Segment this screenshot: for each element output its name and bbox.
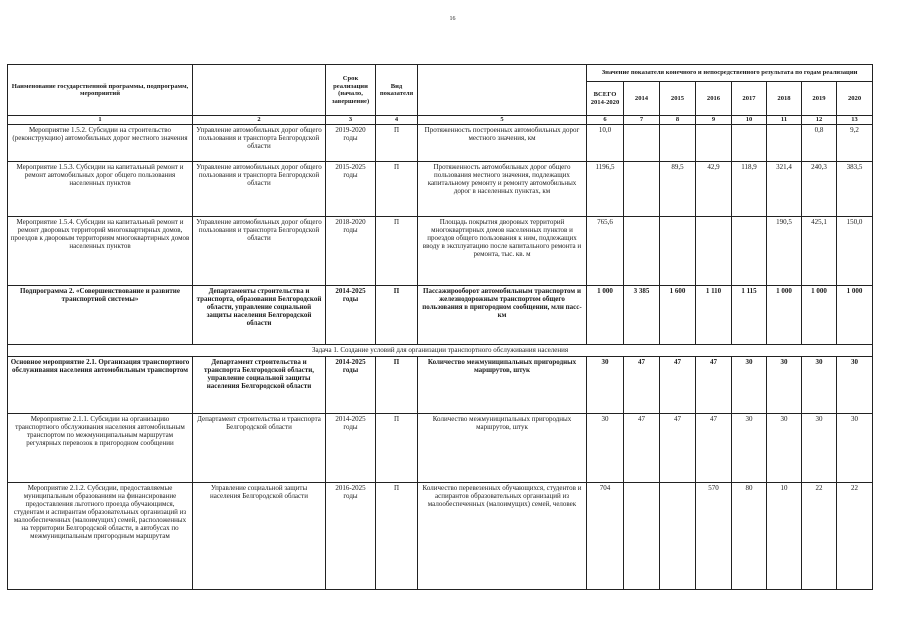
cell-value: 1 110 <box>696 286 732 345</box>
task-title: Задача 1. Создание условий для организации транспортного обслуживания населения <box>8 345 873 357</box>
column-number: 1 <box>8 116 193 125</box>
cell-value <box>660 217 696 286</box>
cell-name: Подпрограмма 2. «Совершенствование и развитие транспортной системы» <box>8 286 193 345</box>
column-number: 2 <box>193 116 326 125</box>
cell-value <box>767 125 802 162</box>
table-row <box>8 483 873 590</box>
cell-value: 47 <box>660 414 696 483</box>
header-row-top <box>8 65 873 82</box>
cell-name: Мероприятие 1.5.4. Субсидии на капитальный ремонт и ремонт дворовых территорий многоквартирных домов, проездов к дворовым территориям многоквартирных домов населенных пунктов <box>8 217 193 286</box>
header-indicator <box>418 65 587 116</box>
cell-value: 89,5 <box>660 162 696 217</box>
table-row <box>8 125 873 162</box>
cell-value <box>732 217 767 286</box>
cell-value: 47 <box>696 414 732 483</box>
cell-executor: Департаменты строительства и транспорта, образования Белгородской области, управление социальной защиты населения Белгородской области <box>193 286 326 345</box>
header-year: ВСЕГО 2014-2020 <box>587 82 624 116</box>
cell-value: 30 <box>802 357 837 414</box>
page-number: 16 <box>449 16 456 22</box>
cell-value: 22 <box>802 483 837 590</box>
cell-value: 1196,5 <box>587 162 624 217</box>
cell-executor: Департамент строительства и транспорта Белгородской области, управление социальной защиты населения Белгородской области <box>193 357 326 414</box>
cell-value: 30 <box>732 357 767 414</box>
cell-executor: Департамент строительства и транспорта Белгородской области <box>193 414 326 483</box>
cell-value <box>660 483 696 590</box>
cell-value: 1 000 <box>767 286 802 345</box>
table-row <box>8 286 873 345</box>
cell-value <box>732 125 767 162</box>
header-year: 2018 <box>767 82 802 116</box>
header-executor <box>193 65 326 116</box>
header-year: 2020 <box>837 82 873 116</box>
cell-name: Основное мероприятие 2.1. Организация транспортного обслуживания населения автомобильным транспортом <box>8 357 193 414</box>
cell-value: 30 <box>587 357 624 414</box>
cell-value <box>624 125 660 162</box>
column-number: 8 <box>660 116 696 125</box>
cell-value: 80 <box>732 483 767 590</box>
cell-indicator: Протяженность построенных автомобильных дорог местного значения, км <box>418 125 587 162</box>
cell-type: П <box>376 483 418 590</box>
cell-name: Мероприятие 2.1.2. Субсидии, предоставляемые муниципальным образованиям на финансирование предоставления льготного проезда обучающимся, студентам и аспирантам образовательных организаций из малообеспеченных (малоимущих) семей, расположенных на территории Белгородской области, в автобусах по межмуниципальным пригородным маршрутам <box>8 483 193 590</box>
column-number: 6 <box>587 116 624 125</box>
indicators-table <box>7 64 873 590</box>
cell-value <box>660 125 696 162</box>
cell-type: П <box>376 217 418 286</box>
cell-value: 30 <box>732 414 767 483</box>
cell-value: 47 <box>624 357 660 414</box>
cell-value: 9,2 <box>837 125 873 162</box>
cell-term: 2019-2020 годы <box>326 125 376 162</box>
cell-value: 425,1 <box>802 217 837 286</box>
table-row <box>8 162 873 217</box>
column-number: 4 <box>376 116 418 125</box>
cell-value: 1 600 <box>660 286 696 345</box>
header-year: 2017 <box>732 82 767 116</box>
cell-term: 2015-2025 годы <box>326 162 376 217</box>
cell-type: П <box>376 414 418 483</box>
cell-type: П <box>376 286 418 345</box>
header-year: 2014 <box>624 82 660 116</box>
cell-value: 1 115 <box>732 286 767 345</box>
cell-term: 2018-2020 годы <box>326 217 376 286</box>
cell-indicator: Протяженность автомобильных дорог общего пользования местного значения, подлежащих капитальному ремонту и ремонту автомобильных дорог в населенных пунктах, км <box>418 162 587 217</box>
cell-value: 30 <box>587 414 624 483</box>
cell-value: 765,6 <box>587 217 624 286</box>
cell-type: П <box>376 125 418 162</box>
cell-term: 2014-2025 годы <box>326 286 376 345</box>
header-values-group: Значение показателя конечного и непосредственного результата по годам реализации <box>587 65 873 82</box>
cell-value: 47 <box>660 357 696 414</box>
cell-value: 42,9 <box>696 162 732 217</box>
cell-value: 1 000 <box>587 286 624 345</box>
task-row <box>8 345 873 357</box>
cell-value <box>696 125 732 162</box>
cell-indicator: Количество межмуниципальных пригородных маршрутов, штук <box>418 357 587 414</box>
cell-term: 2014-2025 годы <box>326 357 376 414</box>
column-numbers-row <box>8 116 873 125</box>
cell-value: 22 <box>837 483 873 590</box>
cell-value: 30 <box>767 414 802 483</box>
cell-value: 704 <box>587 483 624 590</box>
cell-value: 321,4 <box>767 162 802 217</box>
cell-value: 30 <box>767 357 802 414</box>
cell-value <box>624 162 660 217</box>
cell-value <box>696 217 732 286</box>
cell-term: 2014-2025 годы <box>326 414 376 483</box>
cell-name: Мероприятие 1.5.3. Субсидии на капитальный ремонт и ремонт автомобильных дорог общего пользования населенных пунктов <box>8 162 193 217</box>
cell-executor: Управление автомобильных дорог общего пользования и транспорта Белгородской области <box>193 125 326 162</box>
cell-term: 2016-2025 годы <box>326 483 376 590</box>
cell-value: 10,0 <box>587 125 624 162</box>
cell-executor: Управление социальной защиты населения Белгородской области <box>193 483 326 590</box>
cell-value: 190,5 <box>767 217 802 286</box>
cell-indicator: Площадь покрытия дворовых территорий многоквартирных домов населенных пунктов и проездов общего пользования к ним, подлежащих вводу в эксплуатацию после капитального ремонта и ремонта, тыс. кв. м <box>418 217 587 286</box>
column-number: 11 <box>767 116 802 125</box>
cell-executor: Управление автомобильных дорог общего пользования и транспорта Белгородской области <box>193 217 326 286</box>
cell-value: 30 <box>837 414 873 483</box>
header-type: Вид показателя <box>376 65 418 116</box>
header-term: Срок реализации (начало, завершение) <box>326 65 376 116</box>
column-number: 10 <box>732 116 767 125</box>
cell-value: 30 <box>802 414 837 483</box>
cell-indicator: Количество межмуниципальных пригородных маршрутов, штук <box>418 414 587 483</box>
cell-value: 1 000 <box>802 286 837 345</box>
header-name: Наименование государственной программы, подпрограмм, мероприятий <box>8 65 193 116</box>
table-row <box>8 357 873 414</box>
cell-type: П <box>376 162 418 217</box>
cell-value: 240,3 <box>802 162 837 217</box>
column-number: 5 <box>418 116 587 125</box>
header-year: 2016 <box>696 82 732 116</box>
cell-indicator: Пассажирооборот автомобильным транспортом и железнодорожным транспортом общего пользования в пригородном сообщении, млн пасс-км <box>418 286 587 345</box>
table-row <box>8 217 873 286</box>
column-number: 7 <box>624 116 660 125</box>
cell-value <box>624 483 660 590</box>
cell-value: 0,8 <box>802 125 837 162</box>
cell-indicator: Количество перевезенных обучающихся, студентов и аспирантов образовательных организаций из малообеспеченных (малоимущих) семей, человек <box>418 483 587 590</box>
cell-value: 30 <box>837 357 873 414</box>
cell-value: 570 <box>696 483 732 590</box>
header-year: 2019 <box>802 82 837 116</box>
cell-name: Мероприятие 1.5.2. Субсидии на строительство (реконструкцию) автомобильных дорог местного значения <box>8 125 193 162</box>
cell-value: 10 <box>767 483 802 590</box>
cell-type: П <box>376 357 418 414</box>
cell-value: 118,9 <box>732 162 767 217</box>
cell-value: 47 <box>696 357 732 414</box>
column-number: 12 <box>802 116 837 125</box>
column-number: 9 <box>696 116 732 125</box>
column-number: 3 <box>326 116 376 125</box>
cell-value: 383,5 <box>837 162 873 217</box>
cell-value: 150,0 <box>837 217 873 286</box>
header-year: 2015 <box>660 82 696 116</box>
cell-value: 3 385 <box>624 286 660 345</box>
cell-name: Мероприятие 2.1.1. Субсидии на организацию транспортного обслуживания населения автомобильным транспортом по межмуниципальным маршрутам регулярных перевозок в пригородном сообщении <box>8 414 193 483</box>
cell-value: 47 <box>624 414 660 483</box>
cell-executor: Управление автомобильных дорог общего пользования и транспорта Белгородской области <box>193 162 326 217</box>
column-number: 13 <box>837 116 873 125</box>
cell-value <box>624 217 660 286</box>
table-row <box>8 414 873 483</box>
cell-value: 1 000 <box>837 286 873 345</box>
